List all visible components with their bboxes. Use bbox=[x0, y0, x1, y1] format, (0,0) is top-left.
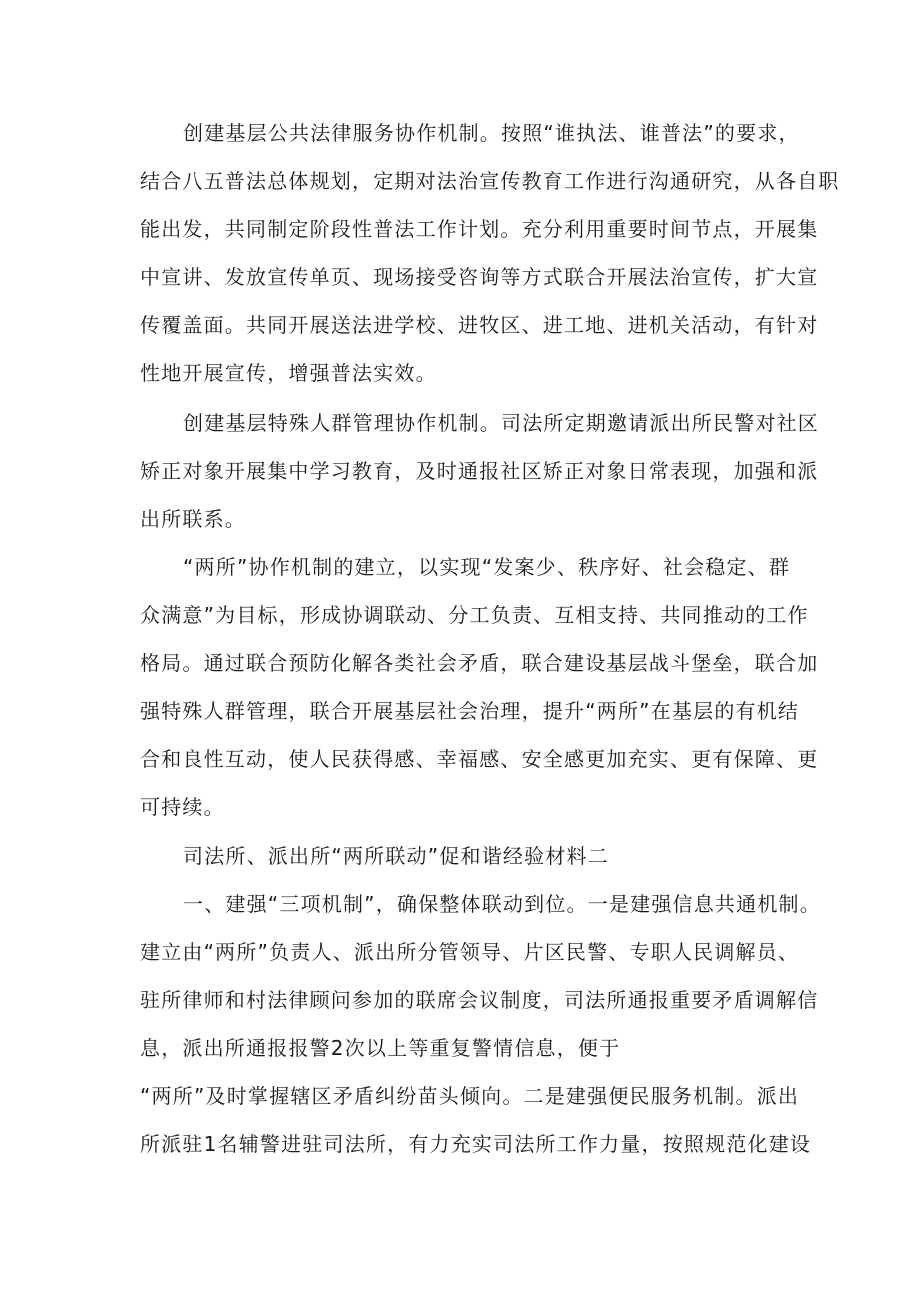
paragraph-3-line-2: 众满意”为目标，形成协调联动、分工负责、互相支持、共同推动的工作 bbox=[140, 603, 809, 627]
paragraph-2-line-2: 矫正对象开展集中学习教育，及时通报社区矫正对象日常表现，加强和派 bbox=[140, 459, 819, 483]
paragraph-1-line-6: 性地开展宣传，增强普法实效。 bbox=[140, 361, 437, 385]
paragraph-4-line-4: 息，派出所通报报警2次以上等重复警情信息，便于 bbox=[140, 1036, 621, 1060]
paragraph-1-line-4: 中宣讲、发放宣传单页、现场接受咨询等方式联合开展法治宣传，扩大宣 bbox=[140, 265, 819, 289]
paragraph-2-line-3: 出所联系。 bbox=[140, 507, 246, 531]
paragraph-3-line-5: 合和良性互动，使人民获得感、幸福感、安全感更加充实、更有保障、更 bbox=[140, 747, 819, 771]
paragraph-1-line-2: 结合八五普法总体规划，定期对法治宣传教育工作进行沟通研究，从各自职 bbox=[140, 169, 840, 193]
paragraph-1-line-1: 创建基层公共法律服务协作机制。按照“谁执法、谁普法”的要求， bbox=[183, 121, 800, 145]
paragraph-3-line-3: 格局。通过联合预防化解各类社会矛盾，联合建设基层战斗堡垒，联合加 bbox=[140, 651, 819, 675]
section-heading: 司法所、派出所“两所联动”促和谐经验材料二 bbox=[183, 844, 609, 868]
paragraph-3-line-1: “两所”协作机制的建立，以实现“发案少、秩序好、社会稳定、群 bbox=[183, 555, 791, 579]
paragraph-4-line-6: 所派驻1名辅警进驻司法所，有力充实司法所工作力量，按照规范化建设 bbox=[140, 1132, 812, 1156]
paragraph-4-line-1: 一、建强“三项机制”，确保整体联动到位。一是建强信息共通机制。 bbox=[183, 892, 821, 916]
paragraph-4-line-5: “两所”及时掌握辖区矛盾纠纷苗头倾向。二是建强便民服务机制。派出 bbox=[140, 1084, 800, 1108]
paragraph-1-line-3: 能出发，共同制定阶段性普法工作计划。充分利用重要时间节点，开展集 bbox=[140, 217, 819, 241]
paragraph-3-line-4: 强特殊人群管理，联合开展基层社会治理，提升“两所”在基层的有机结 bbox=[140, 699, 800, 723]
paragraph-1-line-5: 传覆盖面。共同开展送法进学校、进牧区、进工地、进机关活动，有针对 bbox=[140, 313, 819, 337]
paragraph-4-line-2: 建立由“两所”负责人、派出所分管领导、片区民警、专职人民调解员、 bbox=[140, 940, 800, 964]
paragraph-2-line-1: 创建基层特殊人群管理协作机制。司法所定期邀请派出所民警对社区 bbox=[183, 411, 819, 435]
paragraph-3-line-6: 可持续。 bbox=[140, 795, 225, 819]
paragraph-4-line-3: 驻所律师和村法律顾问参加的联席会议制度，司法所通报重要矛盾调解信 bbox=[140, 988, 819, 1012]
